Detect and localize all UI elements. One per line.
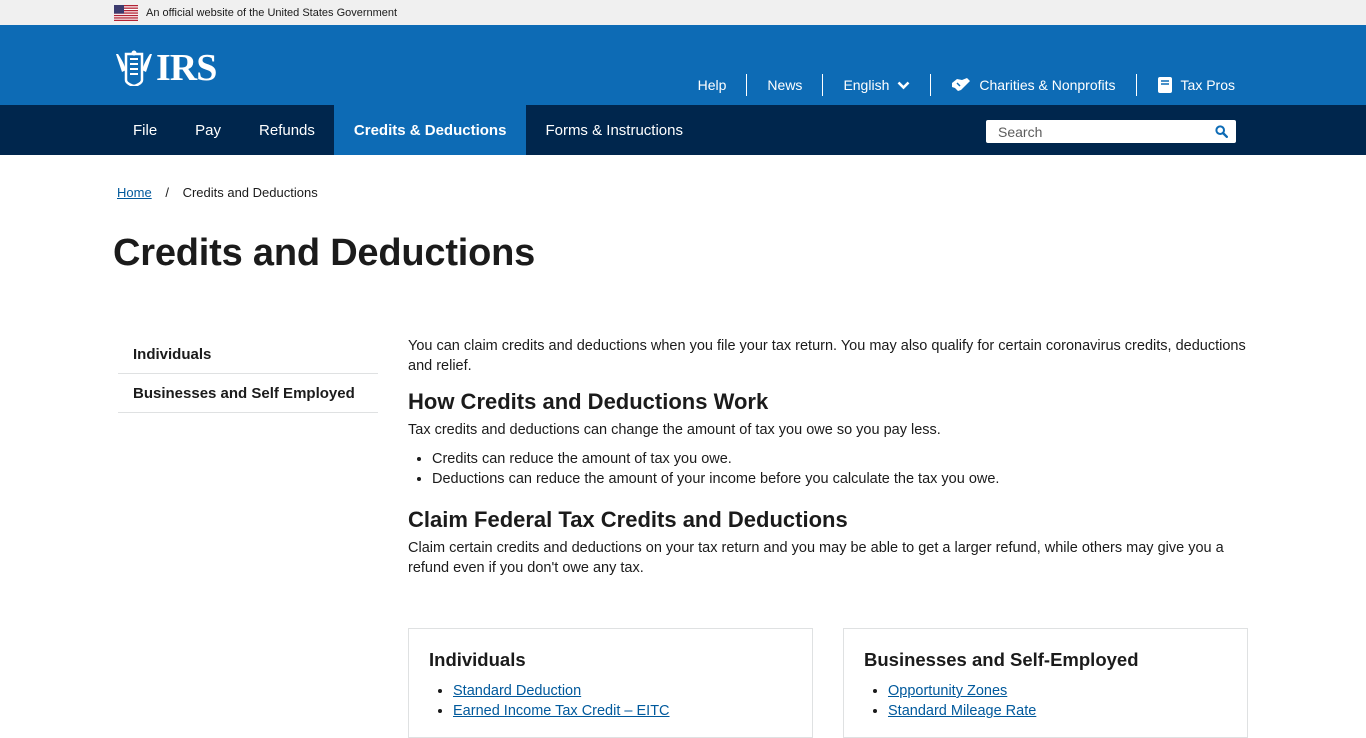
main-nav — [0, 105, 1366, 155]
charities-link[interactable] — [930, 74, 1135, 96]
search-button[interactable] — [1206, 120, 1236, 143]
nav-item-file[interactable]: File — [133, 121, 158, 139]
list-item: • Credits can reduce the amount of tax you owe. — [432, 449, 1248, 469]
section-heading-claim: Claim Federal Tax Credits and Deductions — [408, 507, 848, 532]
utility-nav — [678, 74, 1235, 96]
list-item: • Deductions can reduce the amount of your income before you calculate the tax you owe. — [432, 469, 1248, 489]
link-standard-mileage-rate[interactable]: Standard Mileage Rate — [888, 703, 1037, 719]
search-input[interactable] — [986, 121, 1206, 142]
tax-pros-link[interactable] — [1136, 74, 1235, 96]
handshake-icon — [951, 77, 971, 93]
main-content — [408, 336, 1248, 590]
help-link[interactable] — [678, 74, 747, 96]
charities-label: Charities & Nonprofits — [979, 77, 1116, 93]
bullet-list — [432, 449, 1248, 489]
card-individuals — [408, 628, 813, 738]
chevron-down-icon — [897, 81, 910, 90]
news-link[interactable] — [746, 74, 822, 96]
irs-logo[interactable] — [114, 49, 216, 87]
list-item — [888, 701, 1227, 721]
search-box — [986, 120, 1236, 143]
nav-item-forms-instructions[interactable]: Forms & Instructions — [545, 121, 683, 139]
intro-paragraph: You can claim credits and deductions when you file your tax return. You may also qualify for certain coronavirus credits, deductions and relief. — [408, 338, 1246, 374]
breadcrumb-current: Credits and Deductions — [182, 185, 318, 200]
cards — [408, 628, 1248, 738]
list-item — [453, 681, 792, 701]
section-text-how-it-works: Tax credits and deductions can change the amount of tax you owe so you pay less. — [408, 422, 941, 438]
language-selector[interactable] — [822, 74, 930, 96]
sidebar-nav — [118, 335, 378, 413]
gov-banner-text: An official website of the United States Government — [146, 6, 398, 19]
breadcrumb-separator: / — [165, 185, 169, 200]
breadcrumb-home-link[interactable]: Home — [117, 185, 152, 200]
tax-pros-label: Tax Pros — [1180, 77, 1235, 93]
breadcrumb — [117, 185, 318, 200]
card-link-list — [888, 681, 1227, 721]
list-item — [453, 701, 792, 721]
link-eitc[interactable]: Earned Income Tax Credit – EITC — [453, 703, 670, 719]
nav-item-pay[interactable]: Pay — [195, 121, 222, 139]
nav-item-refunds[interactable]: Refunds — [259, 121, 315, 139]
card-businesses — [843, 628, 1248, 738]
card-title: Businesses and Self-Employed — [864, 649, 1139, 670]
sidebar-item-businesses[interactable]: Businesses and Self Employed — [118, 374, 378, 413]
search-icon — [1215, 125, 1228, 138]
link-standard-deduction[interactable]: Standard Deduction — [453, 683, 582, 699]
page-title: Credits and Deductions — [113, 232, 536, 274]
eagle-icon — [114, 50, 154, 86]
logo-text: IRS — [156, 47, 217, 89]
section-heading-how-it-works: How Credits and Deductions Work — [408, 389, 769, 414]
us-flag-icon — [114, 5, 138, 21]
news-label: News — [767, 77, 803, 93]
link-opportunity-zones[interactable]: Opportunity Zones — [888, 683, 1008, 699]
site-header — [0, 25, 1366, 105]
book-icon — [1157, 76, 1173, 94]
list-item — [888, 681, 1227, 701]
card-title: Individuals — [429, 649, 526, 670]
sidebar-item-individuals[interactable]: Individuals — [118, 335, 378, 374]
language-label: English — [843, 77, 890, 93]
help-label: Help — [697, 77, 727, 93]
card-link-list — [453, 681, 792, 721]
nav-item-credits-deductions[interactable]: Credits & Deductions — [334, 105, 527, 155]
gov-banner — [0, 0, 1366, 25]
section-text-claim: Claim certain credits and deductions on your tax return and you may be able to get a larger refund, while others may give you a refund even if you don't owe any tax. — [408, 540, 1224, 576]
